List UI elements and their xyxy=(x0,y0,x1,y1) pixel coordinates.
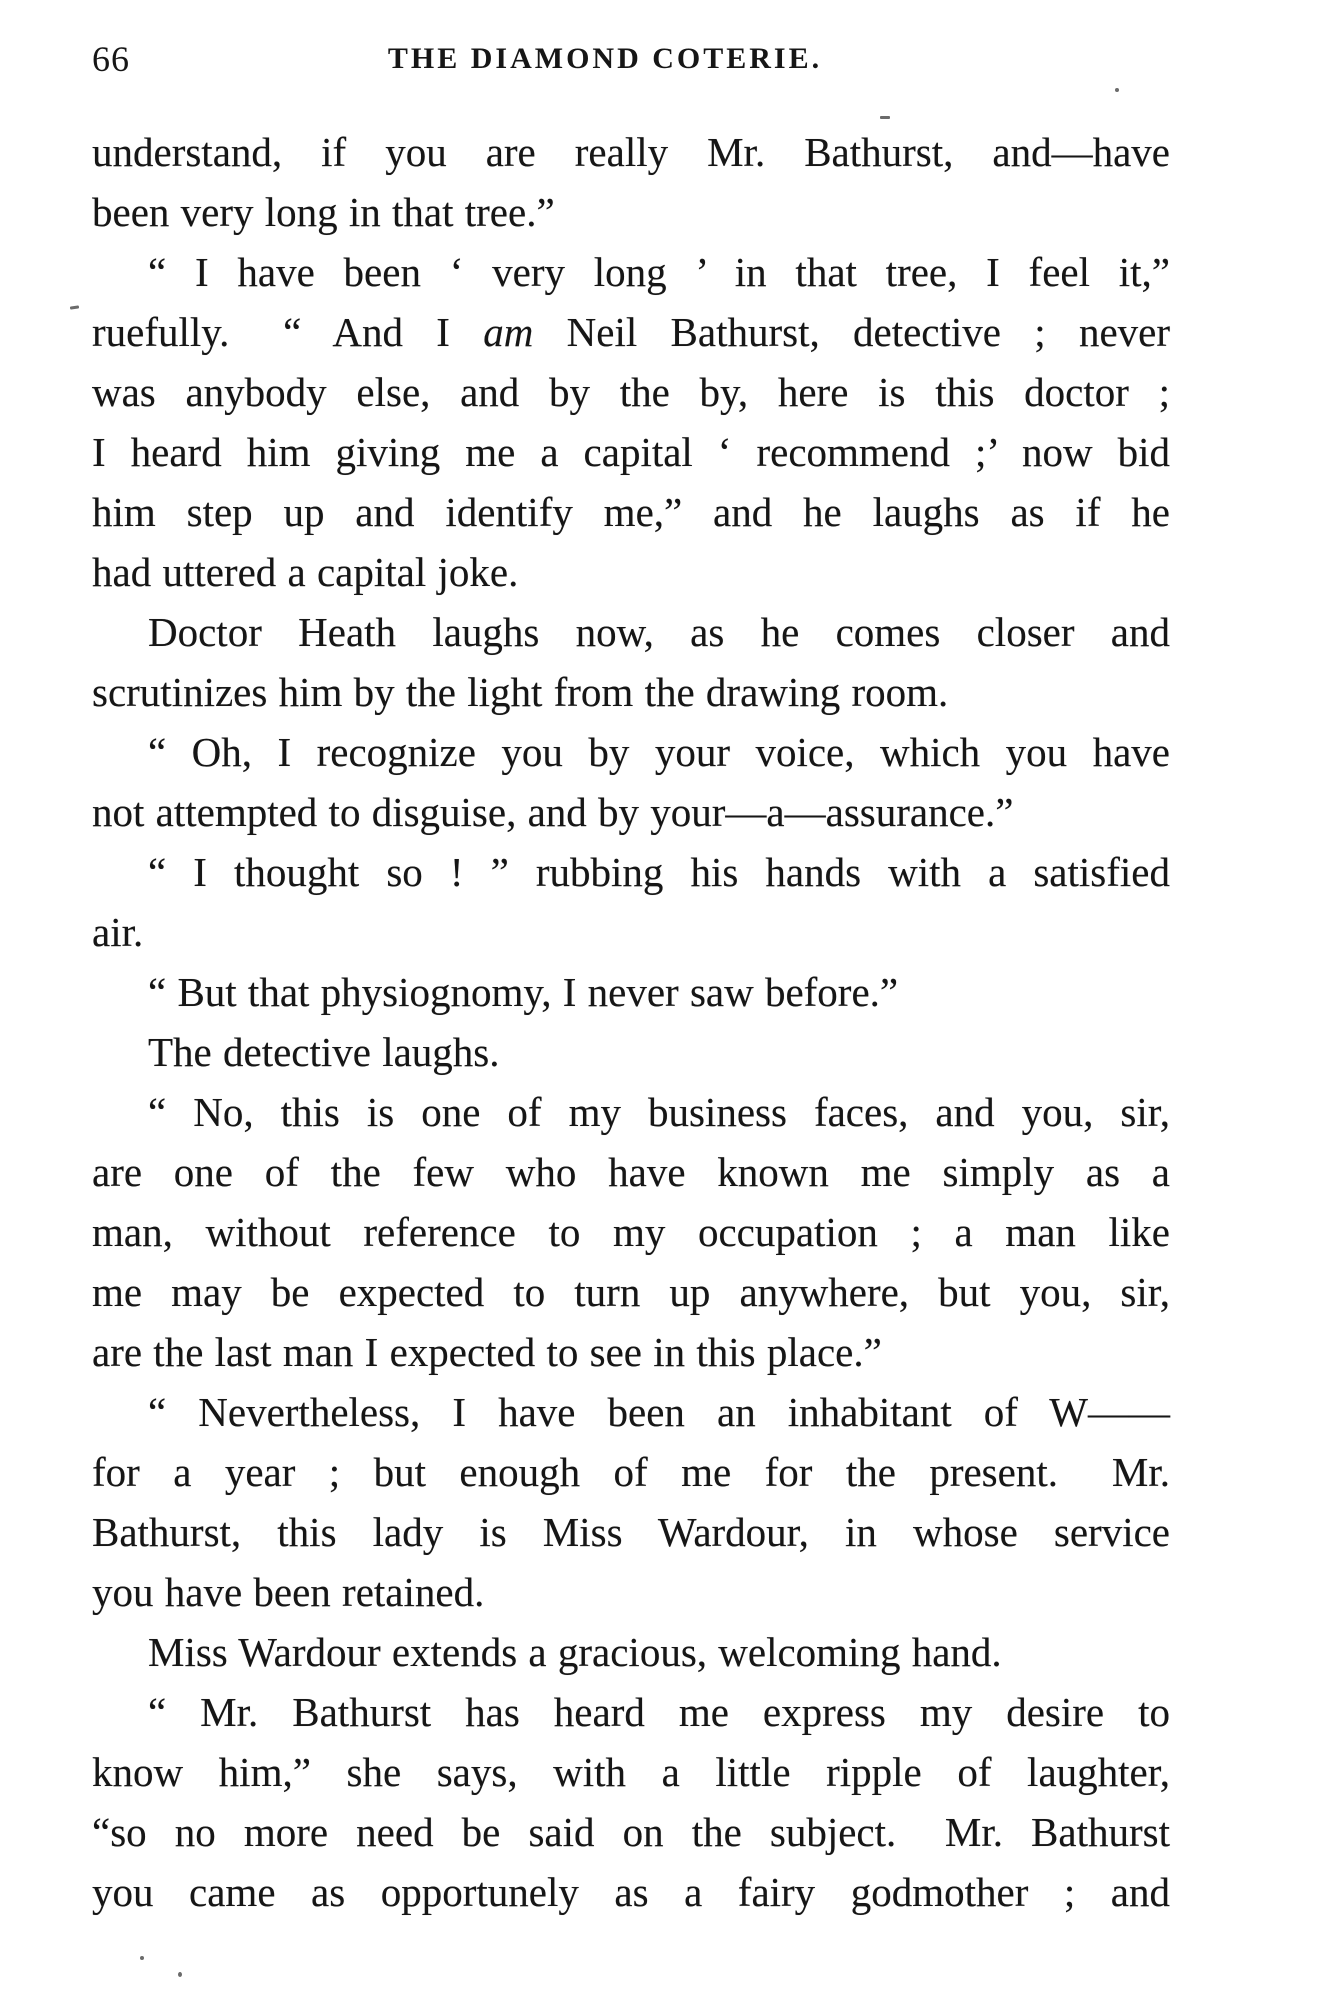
text-segment: was anybody else, and by the by, here is this doctor ; xyxy=(92,369,1170,415)
text-line xyxy=(92,1322,1170,1382)
text-line xyxy=(92,1682,1170,1742)
scan-speck xyxy=(140,1956,144,1960)
text-segment: are one of the few who have known me simply as a xyxy=(92,1149,1170,1195)
text-segment: man, without reference to my occupation ; a man like xyxy=(92,1209,1170,1255)
paragraph xyxy=(92,1622,1170,1682)
running-title: THE DIAMOND COTERIE. xyxy=(387,42,823,75)
text-segment: The detective laughs. xyxy=(148,1029,500,1075)
text-segment: “ I have been ‘ very long ’ in that tree, I feel it,” xyxy=(148,249,1170,295)
scan-speck xyxy=(1115,88,1119,92)
text-segment: scrutinizes him by the light from the drawing room. xyxy=(92,669,949,715)
italic-text: am xyxy=(483,309,534,355)
text-line xyxy=(92,1502,1170,1562)
text-line xyxy=(92,722,1170,782)
text-segment: had uttered a capital joke. xyxy=(92,549,519,595)
text-segment: Doctor Heath laughs now, as he comes closer and xyxy=(148,609,1170,655)
text-line xyxy=(92,1202,1170,1262)
scan-speck xyxy=(70,305,79,309)
text-segment: you came as opportunely as a fairy godmother ; and xyxy=(92,1869,1170,1915)
text-segment: “ Oh, I recognize you by your voice, which you have xyxy=(148,729,1170,775)
paragraph xyxy=(92,842,1170,962)
text-segment: are the last man I expected to see in this place.” xyxy=(92,1329,882,1375)
text-segment: know him,” she says, with a little ripple of laughter, xyxy=(92,1749,1170,1795)
scan-speck xyxy=(880,116,890,119)
paragraph xyxy=(92,242,1170,602)
paragraph xyxy=(92,602,1170,722)
page-number: 66 xyxy=(92,39,130,79)
text-line xyxy=(92,482,1170,542)
text-segment: air. xyxy=(92,909,144,955)
text-line xyxy=(92,602,1170,662)
text-line xyxy=(92,782,1170,842)
text-line xyxy=(92,362,1170,422)
page-header xyxy=(92,36,1170,84)
text-segment: “ No, this is one of my business faces, and you, sir, xyxy=(148,1089,1170,1135)
text-line xyxy=(92,662,1170,722)
text-line xyxy=(92,1022,1170,1082)
paragraph xyxy=(92,722,1170,842)
paragraph xyxy=(92,1382,1170,1622)
text-line xyxy=(92,1562,1170,1622)
text-line xyxy=(92,422,1170,482)
text-line xyxy=(92,1742,1170,1802)
text-line xyxy=(92,1862,1170,1922)
text-line xyxy=(92,1142,1170,1202)
text-segment: “ Mr. Bathurst has heard me express my desire to xyxy=(148,1689,1170,1735)
text-segment: me may be expected to turn up anywhere, but you, sir, xyxy=(92,1269,1170,1315)
text-line xyxy=(92,542,1170,602)
paragraph xyxy=(92,962,1170,1022)
text-line xyxy=(92,182,1170,242)
text-line xyxy=(92,962,1170,1022)
text-line xyxy=(92,1442,1170,1502)
paragraph xyxy=(92,1082,1170,1382)
text-segment: ruefully. “ And I xyxy=(92,309,484,355)
text-line xyxy=(92,1082,1170,1142)
text-segment: been very long in that tree.” xyxy=(92,189,555,235)
text-segment: “so no more need be said on the subject. Mr. Bathurst xyxy=(92,1809,1170,1855)
text-segment: for a year ; but enough of me for the present. Mr. xyxy=(92,1449,1170,1495)
text-line xyxy=(92,242,1170,302)
text-segment: “ I thought so ! ” rubbing his hands with a satisfied xyxy=(148,849,1170,895)
text-segment: Miss Wardour extends a gracious, welcoming hand. xyxy=(148,1629,1002,1675)
page-body xyxy=(92,122,1170,1922)
paragraph xyxy=(92,1682,1170,1922)
text-segment: Neil Bathurst, detective ; never xyxy=(533,309,1170,355)
text-segment: Bathurst, this lady is Miss Wardour, in whose service xyxy=(92,1509,1170,1555)
text-segment: him step up and identify me,” and he laughs as if he xyxy=(92,489,1170,535)
paragraph xyxy=(92,1022,1170,1082)
text-line xyxy=(92,842,1170,902)
text-segment: “ But that physiognomy, I never saw before.” xyxy=(148,969,899,1015)
text-segment: “ Nevertheless, I have been an inhabitant of W—— xyxy=(148,1389,1170,1435)
text-segment: you have been retained. xyxy=(92,1569,485,1615)
text-line xyxy=(92,302,1170,362)
text-line xyxy=(92,1262,1170,1322)
text-segment: understand, if you are really Mr. Bathurst, and—have xyxy=(92,129,1170,175)
text-line xyxy=(92,1802,1170,1862)
text-line xyxy=(92,122,1170,182)
text-line xyxy=(92,1622,1170,1682)
paragraph xyxy=(92,122,1170,242)
text-line xyxy=(92,902,1170,962)
text-segment: I heard him giving me a capital ‘ recommend ;’ now bid xyxy=(92,429,1170,475)
text-segment: not attempted to disguise, and by your—a—assurance.” xyxy=(92,789,1014,835)
text-line xyxy=(92,1382,1170,1442)
scan-speck xyxy=(178,1972,182,1977)
